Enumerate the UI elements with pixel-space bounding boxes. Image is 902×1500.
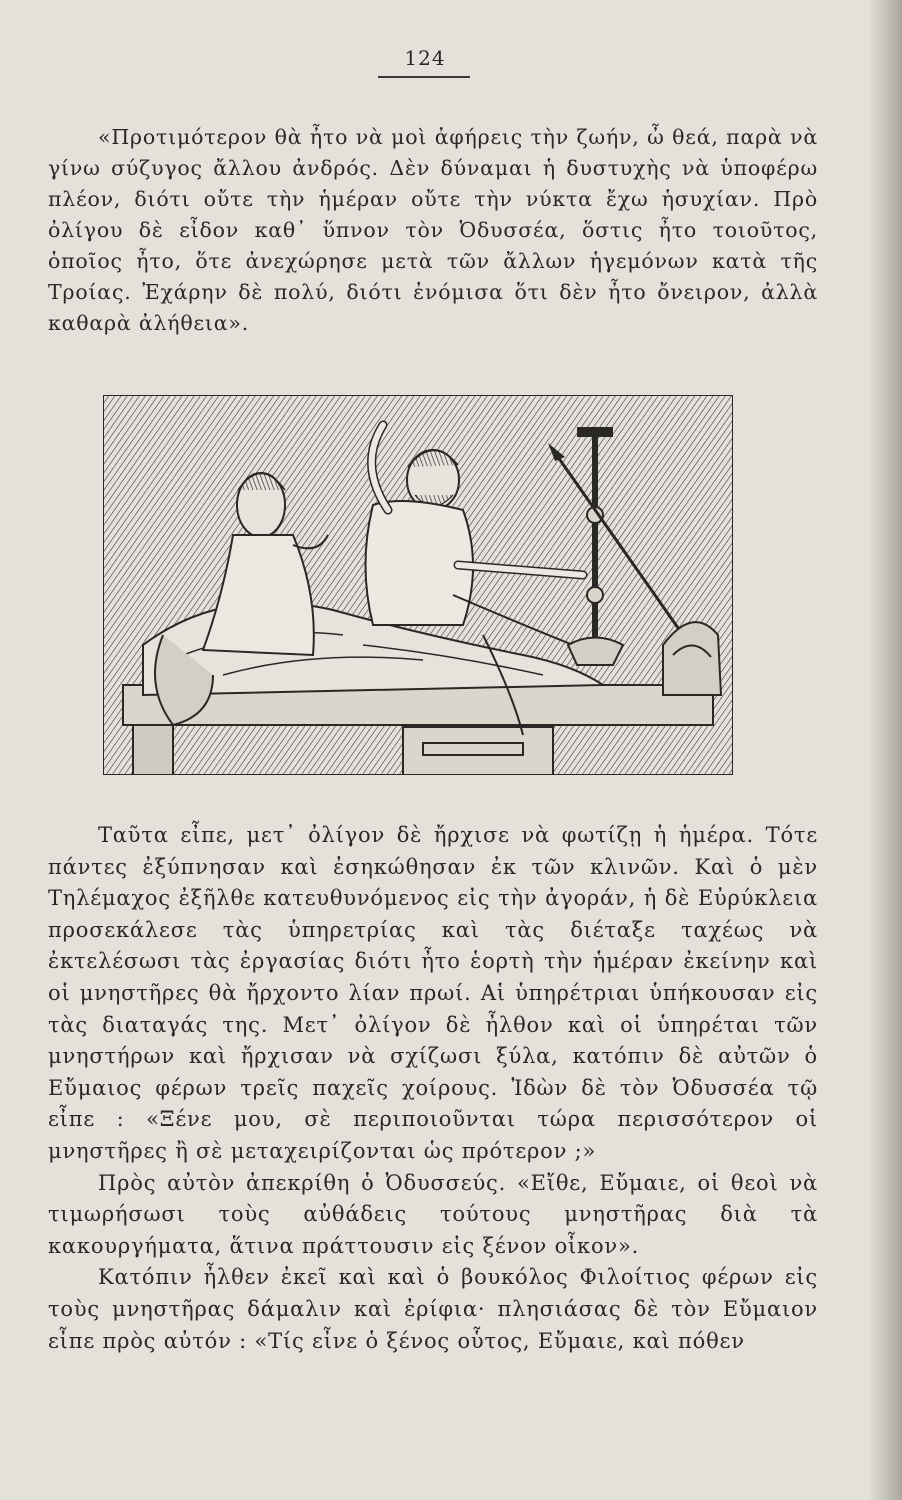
page-number: 124: [404, 46, 446, 70]
bottom-text-block: [48, 820, 818, 1357]
paragraph: Ταῦτα εἶπε, μετ᾿ ὀλίγον δὲ ἤρχισε νὰ φωτίζῃ ἡ ἡμέρα. Τότε πάντες ἐξύπνησαν καὶ ἐσηκώθησαν ἐκ τῶν κλινῶν. Καὶ ὁ μὲν Τηλέμαχος ἐξῆλθε κατευθυνόμενος εἰς τὴν ἀγοράν, ἡ δὲ Εὐρύκλεια προσεκάλεσε τὰς ὑπηρετρίας καὶ τὰς διέταξε ταχέως νὰ ἐκτελέσωσι τὰς ἐργασίας διότι ἦτο ἑορτὴ τὴν ἡμέραν ἐκείνην καὶ οἱ μνηστῆρες θὰ ἤρχοντο λίαν πρωί. Αἱ ὑπηρέτριαι ὑπήκουσαν εἰς τὰς διαταγάς της. Μετ᾿ ὀλίγον δὲ ἦλθον καὶ οἱ ὑπηρέται τῶν μνηστήρων καὶ ἤρχισαν νὰ σχίζωσι ξύλα, κατόπιν δὲ αὐτῶν ὁ Εὔμαιος φέρων τρεῖς παχεῖς χοίρους. Ἰδὼν δὲ τὸν Ὀδυσσέα τῷ εἶπε : «Ξένε μου, σὲ περιποιοῦνται τώρα περισσότερον οἱ μνηστῆρες ἢ σὲ μεταχειρίζονται ὡς πρότερον ;»: [48, 823, 818, 1163]
binding-shadow: [868, 0, 902, 1500]
paragraph: Πρὸς αὐτὸν ἀπεκρίθη ὁ Ὀδυσσεύς. «Εἴθε, Εὔμαιε, οἱ θεοὶ νὰ τιμωρήσωσι τοὺς αὐθάδεις τούτους μνηστῆρας διὰ τὰ κακουργήματα, ἅτινα πράττουσιν εἰς ξένον οἶκον».: [48, 1170, 818, 1258]
engraving-image: [103, 395, 733, 775]
illustration: [103, 395, 733, 775]
top-text-block: [48, 122, 818, 339]
page-number-rule: [378, 76, 470, 78]
paragraph: «Προτιμότερον θὰ ἦτο νὰ μοὶ ἀφήρεις τὴν ζωήν, ὦ θεά, παρὰ νὰ γίνω σύζυγος ἄλλου ἀνδρός. Δὲν δύναμαι ἡ δυστυχὴς νὰ ὑποφέρω πλέον, διότι οὔτε τὴν ἡμέραν οὔτε τὴν νύκτα ἔχω ἡσυχίαν. Πρὸ ὀλίγου δὲ εἶδον καθ᾿ ὕπνον τὸν Ὀδυσσέα, ὅστις ἦτο τοιοῦτος, ὁποῖος ἦτο, ὅτε ἀνεχώρησε μετὰ τῶν ἄλλων ἡγεμόνων κατὰ τῆς Τροίας. Ἐχάρην δὲ πολύ, διότι ἐνόμισα ὅτι δὲν ἦτο ὄνειρον, ἀλλὰ καθαρὰ ἀλήθεια».: [48, 125, 818, 335]
paragraph: Κατόπιν ἦλθεν ἐκεῖ καὶ καὶ ὁ βουκόλος Φιλοίτιος φέρων εἰς τοὺς μνηστῆρας δάμαλιν καὶ ἐρίφια· πλησιάσας δὲ τὸν Εὔμαιον εἶπε πρὸς αὐτόν : «Τίς εἶνε ὁ ξένος οὗτος, Εὔμαιε, καὶ πόθεν: [48, 1265, 818, 1353]
